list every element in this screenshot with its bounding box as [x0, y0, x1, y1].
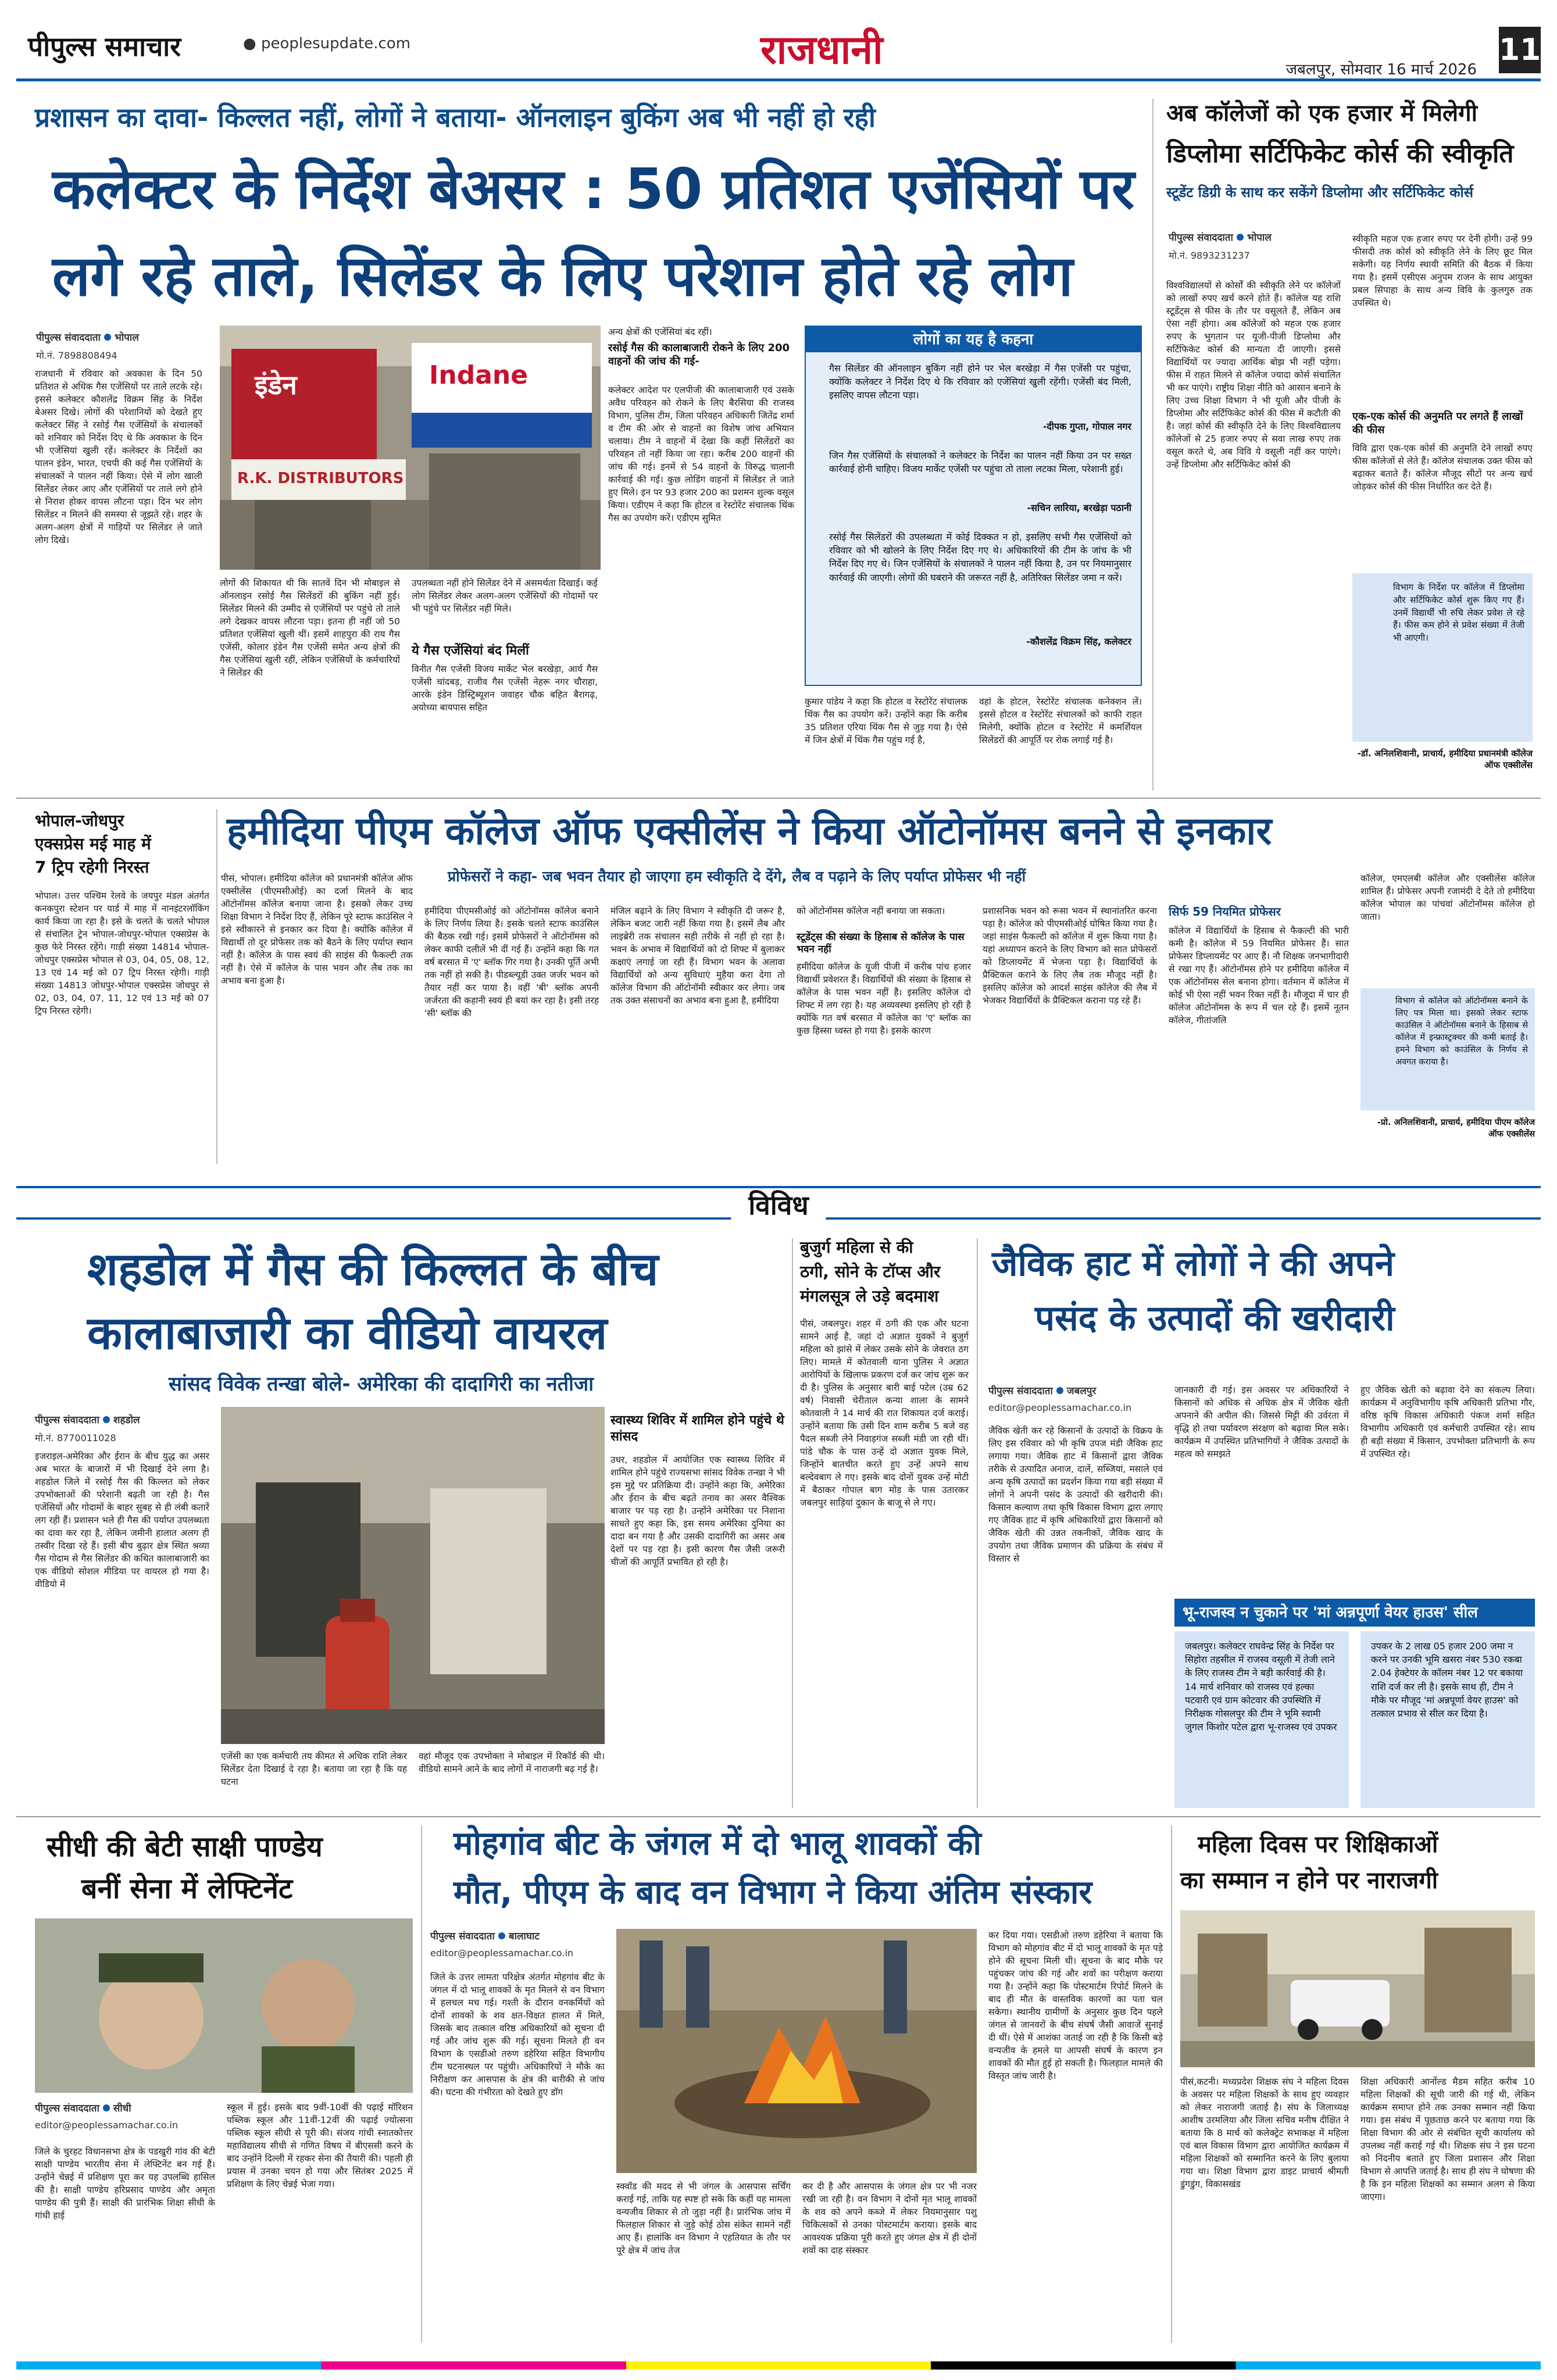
cylinder-video-illustration: [221, 1407, 605, 1744]
bear-column-2: स्क्वॉड की मदद से भी जंगल के आसपास सर्चिंग कराई गई, ताकि यह स्पष्ट हो सके कि कहीं यह मामला वन्यजीव शिकार से तो जुड़ा नहीं है। प्रारंभिक जांच में फिलहाल शिकार से जुड़े कोई ठोस संकेत सामने नहीं आए हैं। हालांकि वन विभाग ने एहतियात के तौर पर पूरे क्षेत्र में जांच तेज: [616, 2181, 791, 2256]
shahdol-photo-cylinder: [221, 1407, 605, 1744]
shahdol-subhead: सांसद विवेक तन्खा बोले- अमेरिका की दादागिरी का नतीजा: [169, 1373, 594, 1396]
lead-kicker: प्रशासन का दावा- किल्लत नहीं, लोगों ने बताया- ऑनलाइन बुकिंग अब भी नहीं हो रही: [35, 102, 876, 133]
diploma-column-2: स्वीकृति महज एक हजार रुपए पर देनी होगी। उन्हें 99 फीसदी तक कोर्स को स्वीकृति लेने के लिए छूट मिल सकेगी। यह निर्णय स्थायी समिति की बैठक में किया गया है। इसमें एसीएस अनुपम राजन के साथ आयुक्त प्रबल सिपाहा के साथ अन्य विवि के कुलगुरु तक उपस्थित थे।: [1352, 234, 1533, 308]
lieutenant-illustration: [35, 1918, 413, 2093]
lead-headline-line-1: कलेक्टर के निर्देश बेअसर : 50 प्रतिशत एजेंसियों पर: [52, 156, 1135, 221]
lead-mobile: मो.नं. 7898808494: [36, 350, 117, 361]
byline-author: पीपुल्स संवाददाता: [1169, 232, 1233, 244]
shahdol-caption-2: वहां मौजूद एक उपभोक्ता ने मोबाइल में रिकॉर्ड की थी। वीडियो सामने आने के बाद लोगों में नाराजगी बढ़ गई है।: [419, 1751, 605, 1774]
shahdol-side-title: स्वास्थ्य शिविर में शामिल होने पहुंचे थे सांसद: [610, 1413, 784, 1444]
quote-sachin: जिन गैस एजेंसियों के संचालकों ने कलेक्टर के निर्देश का पालन नहीं किया उन पर सख्त कार्रवाई होनी चाहिए। विजय मार्केट एजेंसी पर पहुंचा तो ताला लटका मिला, परेशानी हुई।: [829, 450, 1131, 475]
page-number: 11: [1499, 27, 1541, 73]
seal-strip-title: भू-राजस्व न चुकाने पर 'मां अन्नपूर्णा वेयर हाउस' सील: [1174, 1599, 1535, 1627]
people-opinion-title: लोगों का यह है कहना: [806, 327, 1141, 352]
fraud-body: पीसं, जबलपुर। शहर में ठगी की एक और घटना सामने आई है, जहां दो अज्ञात युवकों ने बुजुर्ग महिला को झांसे में लेकर उसके सोने के जेवरात ठग लिए। मामले में कोतवाली थाना पुलिस ने अज्ञात आरोपियों के खिलाफ प्रकरण दर्ज कर जांच शुरू कर दी है। पुलिस के अनुसार बारी बाई पटेल (उम्र 62 वर्ष) निवासी चेरीताल कन्या शाला के सामने कोतवाली ने 14 मार्च की रात शिकायत दर्ज कराई। उन्होंने बताया कि उसी दिन शाम करीब 5 बजे वह पैदल सब्जी लेने निवाड़गंज सब्जी मंडी जा रही थीं। पांडे चौक के पास उन्हें दो अज्ञात युवक मिले, जिन्होंने बातचीत करते हुए उन्हें अपने साथ बल्देवबाग ले गए। इसके बाद दोनों युवक उन्हें मोटी में बैठाकर गोपाल बाग मोड़ के पास उतारकर जबलपुर साड़ियां दुकान के बाजू से ले गए।: [800, 1318, 969, 1508]
byline-author: पीपुल्स संवाददाता: [35, 1414, 99, 1426]
masthead: [16, 17, 1541, 81]
byline-dot-icon: [498, 1932, 505, 1939]
lead-column-3: उपलब्धता नहीं होने सिलेंडर देने में असमर्थता दिखाई। कई लोग सिलेंडर लेकर अलग-अलग एजेंसियों की गोदामों पर भी पहुंचे पर सिलेंडर नहीं मिले।: [412, 578, 598, 614]
hamidia-column-7: कॉलेज, एमएलबी कॉलेज और एक्सीलेंस कॉलेज शामिल हैं। प्रोफेसर अपनी रजामंदी दे देते तो हमीदिया कॉलेज भोपाल का पांचवां ऑटोनॉमस कॉलेज हो जाता।: [1360, 873, 1535, 922]
fraud-headline-line-3: मंगलसूत्र ले उड़े बदमाश: [800, 1287, 939, 1306]
byline-place: बालाघाट: [508, 1931, 540, 1942]
shahdol-side-body: उधर, शहडोल में आयोजित एक स्वास्थ्य शिविर में शामिल होने पहुंचे राज्यसभा सांसद विवेक तन्खा ने भी इस मुद्दे पर प्रतिक्रिया दी। उन्होंने कहा कि, अमेरिका और ईरान के बीच बढ़ते तनाव का असर वैश्विक बाजार पर पड़ रहा है। उन्होंने अमेरिका पर निशाना साधते हुए कहा कि, इस समय अमेरिका दुनिया का दादा बन गया है और उसकी दादागिरी का असर अब देशों पर पड़ रहा है। इसी कारण गैस जैसी जरूरी चीजों की आपूर्ति प्रभावित हो रही है।: [610, 1455, 785, 1567]
diploma-headline-line-2: डिप्लोमा सर्टिफिकेट कोर्स की स्वीकृति: [1166, 139, 1514, 169]
hamidia-column-4b: हमीदिया कॉलेज के यूजी पीजी में करीब पांच हजार विद्यार्थी प्रवेशरत हैं। विद्यार्थियों की संख्या के हिसाब से कॉलेज के पास भवन नहीं है। इसलिए कॉलेज दो शिफ्ट में लग रहा है। यह अव्यवस्था इसलिए हो रही है क्योंकि गत वर्ष बरसात में कॉलेज का 'ए' ब्लॉक का कुछ हिस्सा ध्वस्त हो गया है। इसके कारण: [797, 962, 971, 1036]
sidhi-column-1: जिले के चुरहट विधानसभा क्षेत्र के पडखुरी गांव की बेटी साक्षी पाण्डेय भारतीय सेना में लेफ्टिनेंट बन गई हैं। उन्होंने चेन्नई में प्रशिक्षण पूरा कर यह उपलब्धि हासिल की है। साक्षी पाण्डेय हरिप्रसाद पाण्डेय और अमृता पाण्डेय की पुत्री हैं। साक्षी की प्रारंभिक शिक्षा सीधी के गांधी हाई: [35, 2146, 215, 2221]
sidhi-headline-line-2: बनीं सेना में लेफ्टिनेंट: [81, 1872, 293, 1905]
lead-column-5: कुमार पांडेय ने कहा कि होटल व रेस्टोरेंट संचालक थिंक गैस का उपयोग करें। उन्होंने कहा कि करीब 35 प्रतिशत एरिया थिंक गैस से जुड़ गया है। ऐसे में जिन क्षेत्रों में थिंक गैस पहुंच गई है,: [805, 696, 967, 745]
cremation-fire-illustration: [616, 1929, 977, 2173]
bear-column-1: जिले के उत्तर लामता परिक्षेत्र अंतर्गत मोहगांव बीट के जंगल में दो भालू शावकों के मृत मिलने से वन विभाग में हलचल मच गई। गश्ती के दौरान वनकर्मियों को दोनों शावकों के शव क्षत-विक्षत हालत में मिले, जिसके बाद तत्काल वरिष्ठ अधिकारियों को सूचना दी गई और जांच शुरू की गई। सूचना मिलते ही वन विभाग के एसडीओ तरुण डहेरिया सहित विभागीय टीम घटनास्थल पर पहुंची। अधिकारियों ने मौके का निरीक्षण कर आसपास के क्षेत्र की बारीकी से जांच की। घटना की गंभीरता को देखते हुए डॉग: [430, 1972, 605, 2097]
diploma-mobile: मो.नं. 9893231237: [1169, 250, 1250, 261]
column-divider: [977, 1238, 978, 1808]
section-bar-title: विविध: [731, 1188, 826, 1222]
hamidia-subhead-building: स्टूडेंट्स की संख्या के हिसाब से कॉलेज के पास भवन नहीं: [797, 931, 965, 956]
sidhi-byline: [35, 2101, 131, 2114]
bear-column-3: कर दी है और आसपास के जंगल क्षेत्र पर भी नजर रखी जा रही है। वन विभाग ने दोनों मृत भालू शावकों के शव को अपने कब्जे में लेकर नियमानुसार पशु चिकित्सकों से उनका पोस्टमार्टम कराया। इसके बाद आवश्यक प्रक्रिया पूरी करते हुए जंगल क्षेत्र में ही दोनों शवों का दाह संस्कार: [802, 2181, 977, 2256]
hamidia-subhead: प्रोफेसरों ने कहा- जब भवन तैयार हो जाएगा हम स्वीकृति दे देंगे, लैब व पढ़ाने के लिए पर्याप्त प्रोफेसर भी नहीं: [448, 868, 1026, 885]
shahdol-column-1: इजराइल-अमेरिका और ईरान के बीच युद्ध का असर अब भारत के बाजारों में भी दिखाई देने लगा है। शहडोल जिले में रसोई गैस की किल्लत को लेकर उपभोक्ताओं की परेशानी बढ़ती जा रही है। गैस एजेंसियों और गोदामों के बाहर सुबह से ही लंबी कतारें लग रही हैं। प्रशासन भले ही गैस की पर्याप्त उपलब्धता का दावा कर रहा है, लेकिन जमीनी हालात अलग ही तस्वीर दिखा रहे हैं। इसी बीच बुढ़ार क्षेत्र स्थित श्रव्या गैस गोदाम से गैस सिलेंडर की कथित कालाबाजारी का एक वीडियो सोशल मीडिया पर वायरल हो गया है। वीडियो में: [35, 1451, 209, 1589]
hamidia-quote: विभाग से कॉलेज को ऑटोनॉमस बनाने के लिए पत्र मिला था। इसको लेकर स्टाफ काउंसिल ने ऑटोनॉमस बनाने के हिसाब से कॉलेज में इन्फ्रास्ट्रक्चर की कमी बताई है। हमने विभाग को काउंसिल के निर्णय से अवगत कराया है।: [1395, 996, 1528, 1067]
shahdol-headline-line-1: शहडोल में गैस की किल्लत के बीच: [87, 1243, 659, 1296]
sidhi-headline-line-1: सीधी की बेटी साक्षी पाण्डेय: [47, 1831, 323, 1863]
lead-column-3b: विनीत गैस एजेंसी विजय मार्केट भेल बरखेड़ा, आर्य गैस एजेंसी चांदबड़, राजीव गैस एजेंसी नेहरू नगर चौराहा, आरके इंडेन डिस्ट्रिब्यूशन जवाहर चौक बहित बैरागढ़, अयोध्या बायपास सहित: [412, 664, 598, 713]
column-divider: [421, 1825, 422, 2343]
agency-sign-indane: Indane: [429, 360, 528, 390]
website-url[interactable]: ● peoplesupdate.com: [243, 35, 411, 52]
column-divider: [1152, 99, 1154, 791]
lead-column-4b: कलेक्टर आदेश पर एलपीजी की कालाबाजारी एवं उसके अवैध परिवहन को रोकने के लिए बैरसिया की राजस्व विभाग, पुलिस टीम, जिला परिवहन अधिकारी जितेंद्र शर्मा व टीम की ओर से वाहनों का विशेष जांच अभियान चलाया। टीम ने वाहनों में देखा कि कहीं सिलेंडरों का परिवहन तो नहीं किया जा रहा। करीब 200 वाहनों की जांच की गई। इनमें से 54 वाहनों के विरुद्ध चालानी कार्रवाई की गई। कुछ लोडिंग वाहनों में सिलेंडर ले जाते हुए मिले। इन पर 93 हजार 200 का प्रशमन शुल्क वसूल किया। एडीएम ने कहा कि होटल व रेस्टोरेंट संचालक थिंक गैस का उपयोग करें। एडीएम सुमित: [608, 385, 794, 523]
lead-column-1: राजधानी में रविवार को अवकाश के दिन 50 प्रतिशत से अधिक गैस एजेंसियों पर ताले लटके रहे। इससे कलेक्टर कौशलेंद्र विक्रम सिंह के निर्देश बेअसर दिखे। लोगों की परेशानियों को देखते हुए कलेक्टर सिंह ने रसोई गैस एजेंसियों के संचालकों को शनिवार को निर्देश दिए थे कि अवकाश के दिन भी एजेंसियां खुली रहें। कलेक्टर के निर्देशों का पालन इंडेन, भारत, एचपी की कई गैस एजेंसियों के संचालकों ने पालन नहीं किया। ऐसे में लोग खाली सिलेंडर लेकर आए और एजेंसियों पर ताले लगे होने से निराश होकर वापस लौटना पड़ा। दिन भर लोग सिलेंडर न मिलने की समस्या से जूझते रहे। शहर के अलग-अलग क्षेत्रों में गाड़ियों पर सिलेंडर ले जाते लोग दिखे।: [35, 369, 202, 545]
edition-date: जबलपुर, सोमवार 16 मार्च 2026: [1285, 61, 1477, 78]
bear-headline-line-2: मौत, पीएम के बाद वन विभाग ने किया अंतिम संस्कार: [453, 1874, 1092, 1911]
agency-sign-rk-distributors: R.K. DISTRIBUTORS: [237, 470, 404, 487]
diploma-quote-box: [1352, 573, 1533, 742]
section-divider: [16, 798, 1541, 799]
lead-headline-line-2: लगे रहे ताले, सिलेंडर के लिए परेशान होते रहे लोग: [52, 244, 1073, 309]
hamidia-column-6: कॉलेज में विद्यार्थियों के हिसाब से फैकल्टी की भारी कमी है। कॉलेज में 59 नियमित प्रोफेसर हैं। सात प्रोफेसर डिप्लायमेंट पर आए हैं। नौ शिक्षक जनभागीदारी से रखा गए हैं। ऑटोनॉमस होने पर हमीदिया कॉलेज में एक ऑटोनॉमस सेल बनाना होगा। वर्तमान में कॉलेज में कोई भी ऐसा नहीं भवन रिक्त नहीं है। मौजूदा में चार ही कॉलेज ऑटोनॉमस के रूप में चल रहे हैं। इसमें नूतन कॉलेज, गीतांजलि: [1169, 925, 1349, 1025]
womens-day-column-2: शिक्षा अधिकारी आर्नोल्ड मैडम सहित करीब 10 महिला शिक्षकों की सूची जारी की गई थी, लेकिन कार्यक्रम समाप्त होने तक उनका सम्मान नहीं किया गया। इस संबंध में पूछताछ करने पर बताया गया कि शिक्षा विभाग की ओर से संबंधित सूची कार्यालय को उपलब्ध नहीं कराई गई थी। शिक्षक संघ ने इस घटना को निंदनीय बताते हुए जिला प्रशासन और शिक्षा विभाग से आपत्ति जताई है। साथ ही संघ ने घोषणा की है कि इन महिला शिक्षकों का सम्मान अलग से किया जाएगा।: [1360, 2077, 1535, 2202]
lead-photo-gas-agency: [220, 326, 601, 570]
womens-day-column-1: पीसं,कटनी। मध्यप्रदेश शिक्षक संघ ने महिला दिवस के अवसर पर महिला शिक्षकों के साथ हुए व्यवहार को लेकर नाराजगी जताई है। संघ के जिलाध्यक्ष आशीष उरमलिया और जिला सचिव मनीष दीक्षित ने बताया कि 8 मार्च को कलेक्ट्रेट सभाकक्ष में महिला एवं बाल विकास विभाग द्वारा आयोजित कार्यक्रम में महिला शिक्षकों को सम्मानित करने के लिए बुलाया गया था। शिक्षा विभाग द्वारा डाइट प्राचार्य श्रीमती डुंगडुंग, विकासखंड: [1180, 2077, 1349, 2189]
bear-column-4: कर दिया गया। एसडीओ तरुण डहेरिया ने बताया कि विभाग को मोहगांव बीट में दो भालू शावकों के मृत पड़े होने की सूचना मिली थी। सूचना के बाद मौके पर पहुंचकर जांच की गई और शवों का परीक्षण कराया गया है। उन्होंने कहा कि पोस्टमार्टम रिपोर्ट मिलने के बाद ही मौत के वास्तविक कारणों का पता चल सकेगा। स्थानीय ग्रामीणों के अनुसार कुछ दिन पहले जंगल से जानवरों के बीच संघर्ष जैसी आवाजें सुनाई दी थीं। ऐसे में आशंका जताई जा रही है कि किसी बड़े वन्यजीव के हमले या आपसी संघर्ष के कारण इन शावकों की मौत हुई हो सकती है। फिलहाल मामले की विस्तृत जांच जारी है।: [988, 1930, 1163, 2081]
people-opinion-box: [805, 326, 1142, 686]
diploma-subhead: स्टूडेंट डिग्री के साथ कर सकेंगे डिप्लोमा और सर्टिफिकेट कोर्स: [1166, 184, 1473, 201]
hamidia-column-1: पीसं, भोपाल। हमीदिया कॉलेज को प्रधानमंत्री कॉलेज ऑफ एक्सीलेंस (पीएमसीओई) का दर्जा मिलने के बाद ऑटोनॉमस कॉलेज बनाया जाना है। इसको लेकर उच्च शिक्षा विभाग ने निर्देश दिए हैं, लेकिन पूरे स्टाफ काउंसिल ने इसे स्वीकारने से इनकार कर दिया है। क्योंकि कॉलेज में विद्यार्थी तो दूर प्रोफेसर तक को बैठने के लिए पर्याप्त स्थान नहीं है। कॉलेज के पास स्वयं की साइंस की फैकल्टी तक नहीं है। ऐसे में कॉलेज के पास भवन और लैब तक का अभाव बना हुआ है।: [221, 873, 413, 986]
hamidia-headline: हमीदिया पीएम कॉलेज ऑफ एक्सीलेंस ने किया ऑटोनॉमस बनने से इनकार: [227, 809, 1272, 853]
diploma-quote: विभाग के निर्देश पर कॉलेज में डिप्लोमा और सर्टिफिकेट कोर्स शुरू किए गए हैं। उनमें विद्यार्थी भी रुचि लेकर प्रवेश ले रहे हैं। फीस कम होने से प्रवेश संख्या में तेजी भी आएगी।: [1393, 582, 1524, 643]
quote-sachin-signature: -सचिन लारिया, बरखेड़ा पठानी: [1027, 502, 1131, 513]
print-color-bar: [16, 2361, 1541, 2370]
byline-author: पीपुल्स संवाददाता: [35, 2103, 99, 2114]
bear-byline: [430, 1929, 540, 1942]
train-headline-line-3: 7 ट्रिप रहेगी निरस्त: [35, 857, 149, 877]
organic-column-1: जैविक खेती कर रहे किसानों के उत्पादों के विक्रय के लिए इस रविवार को भी कृषि उपज मंडी जैविक हाट लगाया गया। जैविक हाट में किसानों द्वारा जैविक तरीके से उत्पादित अनाज, दालें, सब्जियां, मसाले एवं अन्य कृषि उत्पादों का प्रदर्शन किया गया बड़ी संख्या में लोगों ने अपनी पसंद के उत्पादों की खरीदारी की। किसान कल्याण तथा कृषि विकास विभाग द्वारा लगाए गए जैविक हाट में कृषि अधिकारियों द्वारा किसानों को जैविक खेती की उन्नत तकनीकों, जैविक खाद के उपयोग तथा जैविक प्रमाणन की प्रक्रिया के संबंध में विस्तार से: [988, 1425, 1163, 1564]
seal-column-2: उपकर के 2 लाख 05 हजार 200 जमा न करने पर उनकी भूमि खसरा नंबर 530 रकबा 2.04 हेक्टेयर के कॉलम नंबर 12 पर बकाया राशि दर्ज कर ली है। इसके साथ ही, टीम ने मौके पर मौजूद 'मां अन्नपूर्णा वेयर हाउस' को तत्काल प्रभाव से सील कर दिया है।: [1360, 1631, 1535, 1808]
agency-sign-indane-hindi: इंडेन: [255, 369, 297, 401]
quote-deepak-signature: -दीपक गुप्ता, गोपाल नगर: [1042, 421, 1131, 432]
byline-dot-icon: [103, 1416, 110, 1423]
column-divider: [216, 809, 217, 1164]
byline-dot-icon: [103, 2104, 110, 2111]
column-divider: [1171, 1825, 1172, 2343]
quote-collector: रसोई गैस सिलेंडरों की उपलब्धता में कोई दिक्कत न हो, इसलिए सभी गैस एजेंसियों को रविवार को भी खोलने के लिए निर्देश दिए गए थे। अधिकारियों की टीम के जांच के भी निर्देश दिए गए थे। जिन एजेंसियों के संचालकों ने पालन नहीं किया है, उन पर नियमानुसार कार्रवाई की जाएगी। लोगों की घबराने की जरूरत नहीं है, अतिरिक्त सिलेंडर जमा न करें।: [829, 531, 1131, 583]
diploma-headline-line-1: अब कॉलेजों को एक हजार में मिलेगी: [1166, 100, 1477, 127]
bear-photo-cremation: [616, 1929, 977, 2173]
sidhi-photo-lieutenant: [35, 1918, 413, 2093]
lead-byline: [36, 330, 139, 344]
train-headline-line-2: एक्सप्रेस मई माह में: [35, 834, 151, 853]
train-headline-line-1: भोपाल-जोधपुर: [35, 811, 124, 830]
byline-author: पीपुल्स संवाददाता: [36, 332, 101, 344]
lead-column-6: वहां के होटल, रेस्टोरेंट संचालक कनेक्शन लें। इससे होटल व रेस्टोरेंट संचालकों को काफी राहत मिलेगी, क्योंकि होटल व रेस्टोरेंट में कमर्शियल सिलेंडरों की आपूर्ति पर रोक लगाई गई है।: [979, 696, 1142, 745]
train-body: भोपाल। उत्तर पश्चिम रेलवे के जयपुर मंडल अंतर्गत कनकपुरा स्टेशन पर यार्ड में माह में नानइंटरलॉकिंग कार्य किया जा रहा है। इसे के चलते के चलते भोपाल से संचालित ट्रेन भोपाल-जोधपुर-भोपाल एक्सप्रेस के कुछ फेरे निरस्त रहेंगे। गाड़ी संख्या 14814 भोपाल-जोधपुर एक्सप्रेस भोपाल से 03, 04, 05, 08, 12, 13 एवं 14 मई को 07 ट्रिप निरस्त रहेगी। गाड़ी संख्या 14813 जोधपुर-भोपाल एक्सप्रेस जोधपुर से 02, 03, 04, 07, 11, 12 एवं 13 मई को 07 ट्रिप निरस्त रहेगी।: [35, 891, 209, 1016]
hamidia-column-3: मंजिल बढ़ाने के लिए विभाग ने स्वीकृति दी जरूर है, लेकिन बजट जारी नहीं किया गया है। इसमें लैब और लाइब्रेरी तक संचालन सही तरीके से नहीं हो रहा है। भवन के अभाव में विद्यार्थियों को दो शिफ्ट में बुलाकर कक्षाएं लगाई जा रही हैं। विभाग भवन के अलावा विद्यार्थियों को अन्य सुविधाएं मुहैया करा देगा तो कॉलेज विभाग की ऑटोनॉमी स्वीकार कर लेगा। जब तक उक्त संसाधनों का अभाव बना हुआ है, हमीदिया: [610, 906, 785, 1006]
organic-email[interactable]: editor@peoplessamachar.co.in: [988, 1402, 1132, 1413]
byline-dot-icon: [1056, 1387, 1063, 1394]
collectorate-building-illustration: [1180, 1910, 1535, 2067]
lead-column-2: लोगों की शिकायत थी कि सातवें दिन भी मोबाइल से ऑनलाइन रसोई गैस सिलेंडरों की बुकिंग नहीं हुई। सिलेंडर मिलने की उम्मीद से एजेंसियों पर पहुंचे तो ताले लगे देखकर वापस लौटना पड़ा। इतना ही नहीं जो 50 प्रतिशत एजेंसियां खुली थीं। इसमें शाहपुरा की राय गैस एजेंसी, कोलार इंडेन गैस एजेंसी समेत अन्य क्षेत्रों की गैस एजेंसियां खुली रहीं, लेकिन एजेंसियों के कर्मचारियों ने सिलेंडर की: [220, 578, 400, 678]
byline-place: सीधी: [113, 2103, 131, 2114]
newspaper-logo: पीपुल्स समाचार: [28, 31, 181, 62]
byline-place: शहडोल: [113, 1414, 140, 1426]
organic-byline: [988, 1384, 1096, 1397]
byline-place: भोपाल: [114, 332, 139, 344]
quote-collector-signature: -कौशलेंद्र विक्रम सिंह, कलेक्टर: [1026, 636, 1131, 647]
quote-deepak: गैस सिलेंडर की ऑनलाइन बुकिंग नहीं होने पर भेल बरखेड़ा में गैस एजेंसी पर पहुंचा, क्योंकि कलेक्टर ने निर्देश दिए थे कि रविवार को एजेंसियां खुली रहेंगी। एजेंसी बंद मिली, इसलिए वापस लौटना पड़ा।: [829, 363, 1131, 401]
hamidia-subhead-professors: सिर्फ 59 नियमित प्रोफेसर: [1169, 905, 1281, 919]
lead-column-4: अन्य क्षेत्रों की एजेंसियां बंद रहीं।: [608, 327, 712, 337]
organic-column-3: हुए जैविक खेती को बढ़ावा देने का संकल्प लिया। कार्यक्रम में अनुविभागीय कृषि अधिकारी प्रतिभा गौर, वरिष्ठ कृषि विकास अधिकारी पंकज शर्मा सहित विभागीय अधिकारी एवं कर्मचारी उपस्थित रहे। साथ ही बड़ी संख्या में किसान, उपभोक्ता प्रतिभागी के रूप में उपस्थित रहे।: [1360, 1385, 1535, 1459]
shahdol-mobile: मो.नं. 8770011028: [35, 1432, 116, 1443]
womens-day-headline-line-2: का सम्मान न होने पर नाराजगी: [1180, 1867, 1438, 1894]
organic-headline-line-1: जैविक हाट में लोगों ने की अपने: [992, 1243, 1395, 1284]
column-divider: [792, 1238, 793, 1808]
shahdol-caption-1: एजेंसी का एक कर्मचारी तय कीमत से अधिक राशि लेकर सिलेंडर देता दिखाई दे रहा है। बताया जा रहा है कि यह घटना: [221, 1751, 407, 1787]
diploma-column-1: विश्वविद्यालयों से कोर्सों की स्वीकृति लेने पर कॉलेजों को लाखों रुपए खर्च करने होते हैं। कॉलेज यह राशि स्टूडेंट्स से फीस के तौर पर वसूलते हैं, लेकिन अब ऐसा नहीं होगा। अब कॉलेजों को महज एक हजार रुपए के भुगतान पर यूजी-पीजी डिप्लोमा और सर्टिफिकेट कोर्स की मान्यता दी जाएगी। इससे विद्यार्थियों पर ज्यादा आर्थिक बोझ भी नहीं पड़ेगा। फीस में राहत मिलने से कॉलेज ज्यादा कोर्स संचालित भी कर पाएंगे। राष्ट्रीय शिक्षा नीति को आसान बनाने के लिए उच्च शिक्षा विभाग ने भी यूजी और पीजी के डिप्लोमा और सर्टिफिकेट कोर्स की फीस में कटौती की है। जहां कोर्स की स्वीकृति देने के लिए विश्वविद्यालय कॉलेजों से 25 हजार रुपए से सवा लाख रुपए तक वसूल करते थे, अब विवि ये वसूली नहीं कर पाएंगे। उन्हें डिप्लोमा और सर्टिफिकेट कोर्स की: [1166, 280, 1341, 470]
byline-place: भोपाल: [1247, 232, 1272, 244]
section-title: राजधानी: [760, 27, 883, 73]
section-bar-miscellaneous: [16, 1186, 1541, 1220]
seal-column-1: जबलपुर। कलेक्टर राघवेन्द्र सिंह के निर्देश पर सिहोरा तहसील में राजस्व वसूली में तेजी लाने के लिए राजस्व टीम ने बड़ी कार्रवाई की है। 14 मार्च शनिवार को राजस्व एवं हल्का पटवारी एवं ग्राम कोटवार की उपस्थिति में निरीक्षक गोसलपुर की टीम ने भूमि स्वामी जुगल किशोर पटेल द्वारा भू-राजस्व एवं उपकर: [1174, 1631, 1349, 1808]
organic-headline-line-2: पसंद के उत्पादों की खरीदारी: [1035, 1298, 1395, 1339]
byline-author: पीपुल्स संवाददाता: [988, 1385, 1053, 1397]
gas-agency-illustration: [220, 326, 601, 570]
byline-author: पीपुल्स संवाददाता: [430, 1931, 495, 1942]
diploma-byline: [1169, 230, 1272, 244]
shahdol-headline-line-2: कालाबाजारी का वीडियो वायरल: [87, 1307, 608, 1360]
hamidia-quote-box: [1360, 988, 1535, 1110]
lead-subhead-vehicle-check: रसोई गैस की कालाबाजारी रोकने के लिए 200 वाहनों की जांच की गई-: [608, 342, 790, 367]
diploma-quote-signature: -डॉ. अनिलशिवानी, प्राचार्य, हमीदिया प्रधानमंत्री कॉलेज ऑफ एक्सीलेंस: [1357, 748, 1533, 770]
diploma-column-2b: विवि द्वारा एक-एक कोर्स की अनुमति देने लाखों रुपए फीस कॉलेजों से लेते हैं। कॉलेज संचालक उक्त फीस को बढ़ाकर बताते हैं। कॉलेज मौजूद सीटों पर अन्य खर्च जोड़कर कोर्स की फीस निर्धारित कर देते हैं।: [1352, 443, 1533, 492]
hamidia-quote-signature: -प्रो. अनिलशिवानी, प्राचार्य, हमीदिया पीएम कॉलेज ऑफ एक्सीलेंस: [1377, 1118, 1535, 1139]
bear-email[interactable]: editor@peoplessamachar.co.in: [430, 1947, 574, 1959]
byline-dot-icon: [1237, 234, 1244, 241]
hamidia-column-4: को ऑटोनॉमस कॉलेज नहीं बनाया जा सकता।: [797, 906, 945, 916]
fraud-headline-line-2: ठगी, सोने के टॉप्स और: [800, 1262, 941, 1281]
hamidia-column-2: हमीदिया पीएमसीओई को ऑटोनॉमस कॉलेज बनाने के लिए निर्णय लिया है। इसके चलते स्टाफ काउंसिल की बैठक रखी गई। इसमें प्रोफेसरों ने ऑटोनॉमस को लेकर काफी दलीलें भी दीं गई हैं। उन्होंने कहा कि गत वर्ष बरसात में 'ए' ब्लॉक गिर गया है। उनकी पूर्ति अभी तक नहीं हो सकी है। पीडब्ल्यूडी उक्त जर्जर भवन को तैयार नहीं कर पाया है। वहीं 'बी' ब्लॉक अपनी जर्जरता की कहानी स्वयं ही बयां कर रहा है। इसी तरह 'सी' ब्लॉक की: [424, 906, 599, 1019]
byline-place: जबलपुर: [1066, 1385, 1097, 1397]
section-divider: [16, 1816, 1541, 1817]
bear-headline-line-1: मोहगांव बीट के जंगल में दो भालू शावकों की: [453, 1825, 981, 1863]
fraud-headline-line-1: बुजुर्ग महिला से की: [800, 1238, 913, 1257]
organic-column-2: जानकारी दी गई। इस अवसर पर अधिकारियों ने किसानों को अधिक से अधिक क्षेत्र में जैविक खेती अपनाने की अपील की। जिससे मिट्टी की उर्वरता में वृद्धि हो तथा पर्यावरण संरक्षण को बढ़ावा मिल सके। कार्यक्रम में उपस्थित प्रतिभागियों ने जैविक उत्पादों के महत्व को समझते: [1174, 1385, 1349, 1459]
byline-dot-icon: [104, 334, 111, 341]
hamidia-column-5: प्रशासनिक भवन को रूसा भवन में स्थानांतरित करना पड़ा है। कॉलेज को पीएमसीओई घोषित किया गया है। जहां साइंस फैकल्टी को कॉलेज में शुरू किया गया है। यहां अध्यापन कराने के लिए विभाग को सात प्रोफेसरों को डिप्लायमेंट में भेजना पड़ा है। विद्यार्थियों के प्रैक्टिकल कराने के लिए लैब तक मौजूद नहीं है। इसलिए कॉलेज को आदर्श साइंस कॉलेज की लैब में भेजकर विद्यार्थियों के प्रैक्टिकल कराना पड़ रहे हैं।: [983, 906, 1157, 1006]
lead-subhead-closed-agencies: ये गैस एजेंसियां बंद मिलीं: [412, 644, 529, 658]
sidhi-column-2: स्कूल में हुई। इसके बाद 9वीं-10वीं की पढ़ाई मॉरिशन पब्लिक स्कूल और 11वीं-12वीं की पढ़ाई ज्योत्सना पब्लिक स्कूल सीधी से पूरी की। संजय गांधी स्नातकोत्तर महाविद्यालय सीधी से गणित विषय में बीएससी करने के बाद उन्होंने दिल्ली में रहकर सेना की तैयारी की। पहली ही प्रयास में उनका चयन हो गया और सितंबर 2025 में प्रशिक्षण के लिए चेन्नई भेजा गया।: [227, 2102, 413, 2189]
diploma-subhead-fees: एक-एक कोर्स की अनुमति पर लगते हैं लाखों की फीस: [1352, 410, 1523, 436]
womens-day-headline-line-1: महिला दिवस पर शिक्षिकाओं: [1198, 1831, 1438, 1858]
sidhi-email[interactable]: editor@peoplessamachar.co.in: [35, 2120, 178, 2131]
womens-day-photo-collectorate: [1180, 1910, 1535, 2067]
shahdol-byline: [35, 1413, 140, 1426]
